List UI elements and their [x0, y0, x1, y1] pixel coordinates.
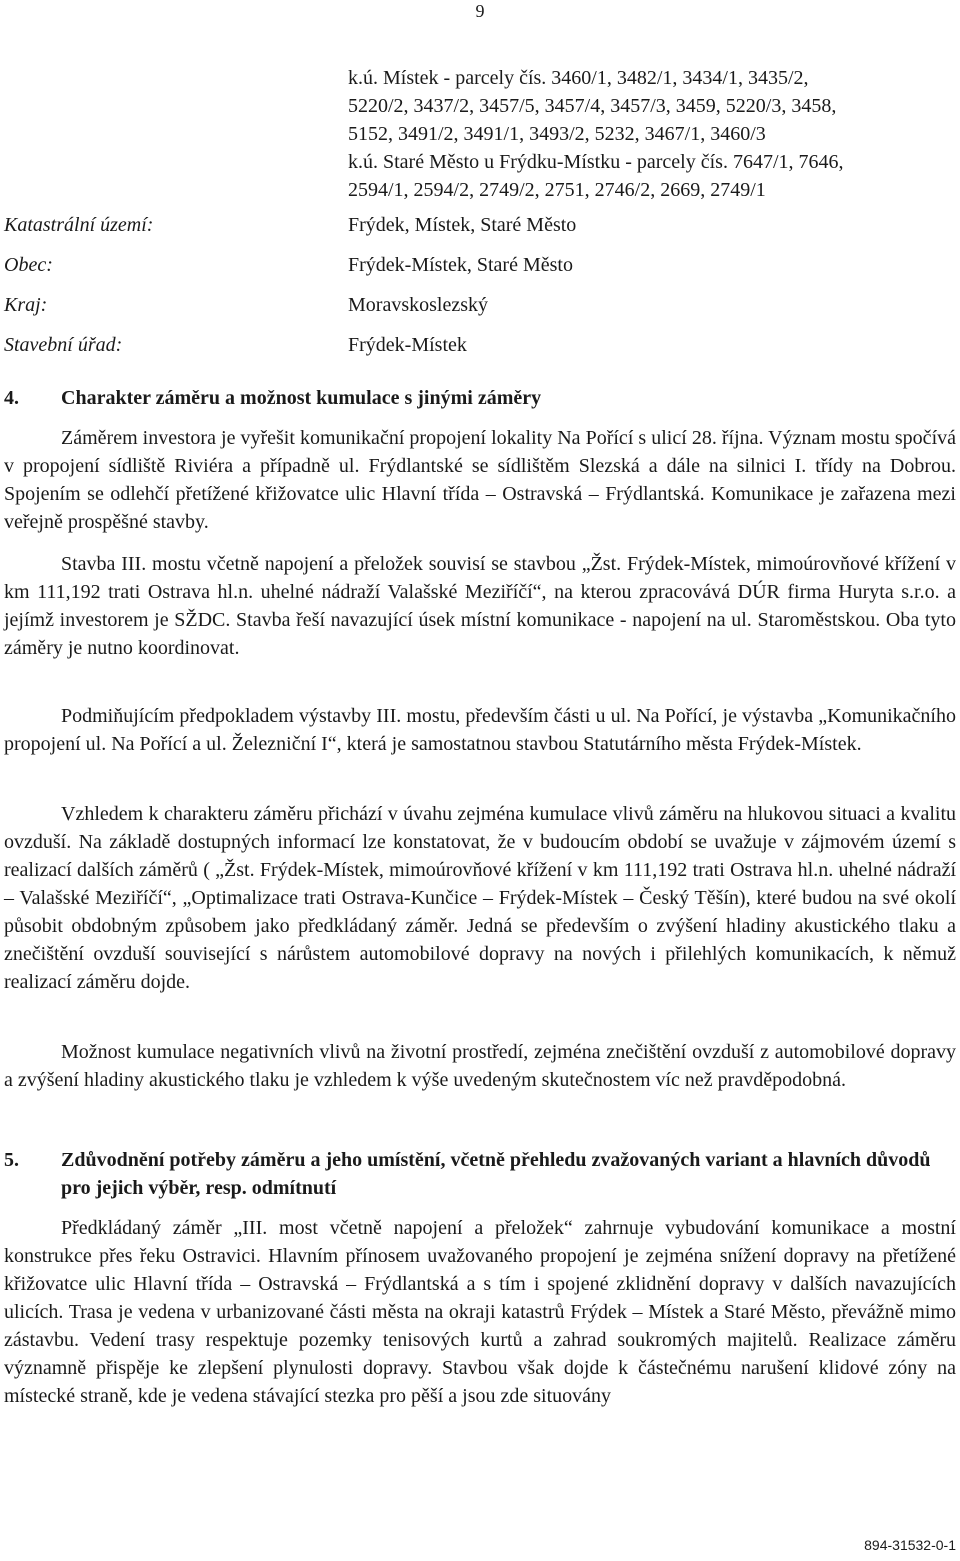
parcel-line: 5220/2, 3437/2, 3457/5, 3457/4, 3457/3, 3459, 5220/3, 3458,: [348, 95, 837, 117]
parcel-line: k.ú. Staré Město u Frýdku-Místku - parcely čís. 7647/1, 7646,: [348, 151, 844, 173]
section-4-number: 4.: [4, 387, 19, 409]
parcel-line: 5152, 3491/2, 3491/1, 3493/2, 5232, 3467/1, 3460/3: [348, 123, 766, 145]
page-number: 9: [475, 1, 485, 21]
obec-value: Frýdek-Místek, Staré Město: [348, 254, 573, 276]
section-4-heading: [4, 384, 956, 412]
parcel-line: k.ú. Místek - parcely čís. 3460/1, 3482/1, 3434/1, 3435/2,: [348, 67, 809, 89]
parcel-list: [348, 64, 948, 204]
kraj-label: Kraj:: [4, 294, 48, 316]
paragraph-text: Možnost kumulace negativních vlivů na životní prostředí, zejména znečištění ovzduší z automobilové dopravy a zvýšení hladiny akustického tlaku je vzhledem k výše uvedeným skutečnostem víc než pravděpodobná.: [4, 1041, 956, 1091]
section-5-heading: [4, 1146, 956, 1202]
paragraph-text: Podmiňujícím předpokladem výstavby III. mostu, především části u ul. Na Pořící, je výstavba „Komunikačního propojení ul. Na Pořící a ul. Železniční I“, která je samostatnou stavbou Statutárního města Frýdek-Místek.: [4, 705, 956, 755]
urad-value: Frýdek-Místek: [348, 334, 467, 356]
paragraph-text: Vzhledem k charakteru záměru přichází v úvahu zejména kumulace vlivů záměru na hlukovou situaci a kvalitu ovzduší. Na základě dostupných informací lze konstatovat, že v budoucím období se uvažuje v zájmovém území s realizací dalších záměrů ( „Žst. Frýdek-Místek, mimoúrovňové křížení v km 111,192 trati Ostrava hl.n. uhelné nádraží – Valašské Meziříčí“, „Optimalizace trati Ostrava-Kunčice – Frýdek-Místek – Český Těšín), které budou na své okolí působit obdobným způsobem jako předkládaný záměr. Jedná se především o zvýšení hladiny akustického tlaku a znečištění ovzduší související s nárůstem automobilové dopravy na nových i přilehlých komunikacích, k němuž realizací záměru dojde.: [4, 803, 956, 993]
section-4-paragraph-5: [4, 1038, 956, 1094]
section-4-paragraph-3: [4, 702, 956, 758]
section-5-paragraph-1: [4, 1214, 956, 1410]
section-4-title: Charakter záměru a možnost kumulace s jinými záměry: [61, 387, 542, 409]
paragraph-text: Záměrem investora je vyřešit komunikační propojení lokality Na Pořící s ulicí 28. října. Význam mostu spočívá v propojení sídliště Riviéra a případně ul. Frýdlantské se sídlištěm Slezská a dále na silnici I. třídy na Dobrou. Spojením se odlehčí přetížené křižovatce ulic Hlavní třída – Ostravská – Frýdlantská. Komunikace je zařazena mezi veřejně prospěšné stavby.: [4, 427, 956, 533]
parcel-line: 2594/1, 2594/2, 2749/2, 2751, 2746/2, 2669, 2749/1: [348, 179, 766, 201]
section-5-number: 5.: [4, 1149, 19, 1171]
kraj-value: Moravskoslezský: [348, 294, 488, 316]
section-5-title: Zdůvodnění potřeby záměru a jeho umístění, včetně přehledu zvažovaných variant a hlavních důvodů pro jejich výběr, resp. odmítnutí: [61, 1149, 931, 1199]
document-code: 894-31532-0-1: [864, 1537, 956, 1553]
paragraph-text: Stavba III. mostu včetně napojení a přeložek souvisí se stavbou „Žst. Frýdek-Místek, mimoúrovňové křížení v km 111,192 trati Ostrava hl.n. uhelné nádraží Valašské Meziříčí“, na kterou zpracovává DÚR firma Huryta s.r.o. a jejímž investorem je SŽDC. Stavba řeší navazující úsek místní komunikace - napojení na ul. Staroměstskou. Oba tyto záměry je nutno koordinovat.: [4, 553, 956, 659]
paragraph-text: Předkládaný záměr „III. most včetně napojení a přeložek“ zahrnuje vybudování komunikace a mostní konstrukce přes řeku Ostravici. Hlavním přínosem uvažovaného propojení je zejména snížení dopravy na přetížené křižovatce ulic Hlavní třída – Ostravská – Frýdlantská a s tím i spojené zklidnění dopravy v dalších navazujících ulicích. Trasa je vedena v urbanizované části města na okraji katastrů Frýdek – Místek a Staré Město, převážně mimo zástavbu. Vedení trasy respektuje pozemky tenisových kurtů a zahrad soukromých majitelů. Realizace záměru významně přispěje ke zlepšení plynulosti dopravy. Stavbou však dojde k částečnému narušení klidové zóny na místecké straně, kde je vedena stávající stezka pro pěší a jsou zde situovány: [4, 1217, 956, 1407]
section-4-paragraph-2: [4, 550, 956, 662]
urad-label: Stavební úřad:: [4, 334, 123, 356]
section-4-paragraph-1: [4, 424, 956, 536]
obec-label: Obec:: [4, 254, 53, 276]
katastr-value: Frýdek, Místek, Staré Město: [348, 214, 577, 236]
section-4-paragraph-4: [4, 800, 956, 996]
katastr-label: Katastrální území:: [4, 214, 154, 236]
